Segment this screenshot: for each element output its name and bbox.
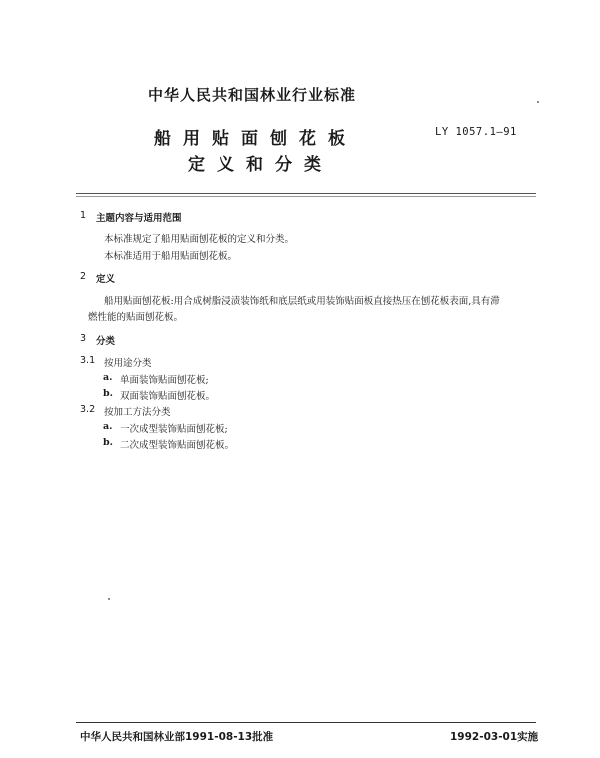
standard-code: LY 1057.1—91	[435, 126, 517, 138]
subsection-3-1-number: 3.1	[80, 355, 96, 366]
list-item-text: 单面装饰贴面刨花板;	[120, 375, 209, 386]
scan-speck	[537, 101, 539, 103]
list-item-mark: a.	[103, 372, 113, 383]
implementation-date: 1992-03-01实施	[450, 731, 539, 743]
subsection-3-2-heading: 按加工方法分类	[104, 407, 171, 418]
section-1-paragraph-2: 本标准适用于船用贴面刨花板。	[104, 251, 238, 262]
section-2-definition-line-1: 船用贴面刨花板:用合成树脂浸渍装饰纸和底层纸或用装饰贴面板直接热压在刨花板表面,具有滞	[104, 296, 500, 307]
subsection-3-2-number: 3.2	[80, 404, 96, 415]
list-item-mark: b.	[103, 388, 113, 399]
section-1-paragraph-1: 本标准规定了船用贴面刨花板的定义和分类。	[104, 234, 295, 245]
section-2-number: 2	[80, 271, 87, 282]
list-item-text: 一次成型装饰贴面刨花板;	[120, 424, 228, 435]
list-item-mark: b.	[103, 437, 113, 448]
document-title-line-2: 定义和分类	[188, 155, 333, 175]
section-3-heading: 分类	[96, 336, 116, 347]
approval-statement: 中华人民共和国林业部1991-08-13批准	[80, 731, 274, 743]
header-divider	[76, 193, 536, 194]
list-item-text: 二次成型装饰贴面刨花板。	[120, 440, 235, 451]
subsection-3-1-heading: 按用途分类	[104, 358, 152, 369]
header-divider-secondary	[76, 196, 536, 197]
document-title-line-1: 船用贴面刨花板	[154, 129, 357, 149]
footer-divider	[76, 722, 536, 723]
list-item-text: 双面装饰贴面刨花板。	[120, 391, 216, 402]
section-2-heading: 定义	[96, 274, 116, 285]
section-1-heading: 主题内容与适用范围	[96, 213, 182, 224]
section-1-number: 1	[80, 210, 87, 221]
standard-header-title: 中华人民共和国林业行业标准	[148, 86, 357, 104]
section-2-definition-line-2: 燃性能的贴面刨花板。	[88, 312, 184, 323]
list-item-mark: a.	[103, 421, 113, 432]
scan-speck	[108, 598, 110, 600]
section-3-number: 3	[80, 333, 87, 344]
